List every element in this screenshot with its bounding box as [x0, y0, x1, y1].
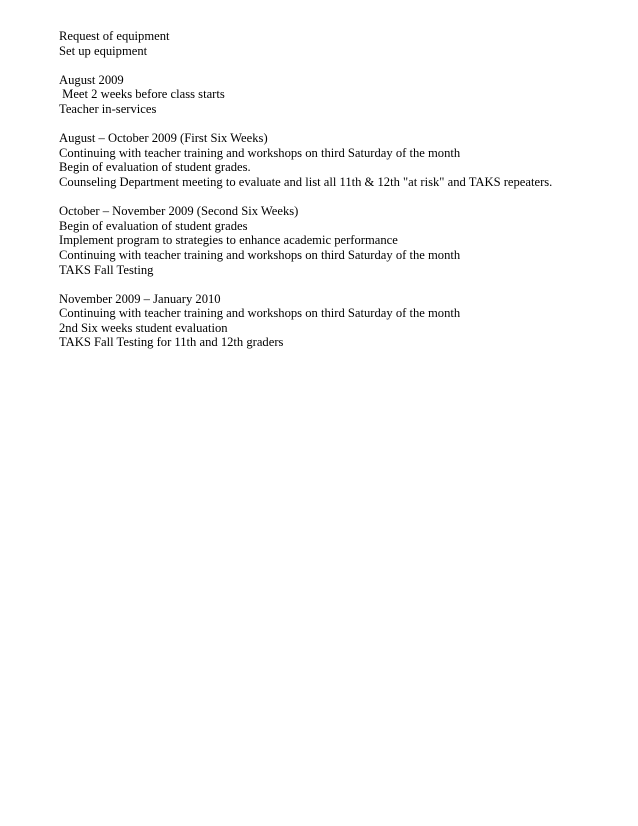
text-line: Counseling Department meeting to evaluate and list all 11th & 12th "at risk" and TAKS repeaters. — [59, 174, 553, 189]
text-line: Request of equipment — [59, 29, 170, 43]
text-line: Implement program to strategies to enhance academic performance — [59, 233, 398, 248]
first-six-weeks-block — [59, 131, 619, 189]
august-2009-block — [59, 73, 619, 117]
text-line: 2nd Six weeks student evaluation — [59, 320, 228, 335]
text-line: Begin of evaluation of student grades — [59, 218, 248, 233]
nov-jan-block — [59, 292, 619, 350]
section-heading: August – October 2009 (First Six Weeks) — [59, 131, 268, 146]
section-heading: August 2009 — [59, 72, 124, 87]
section-heading: November 2009 – January 2010 — [59, 291, 221, 306]
text-line: Continuing with teacher training and workshops on third Saturday of the month — [59, 145, 461, 160]
text-line: Set up equipment — [59, 43, 148, 58]
equipment-block — [59, 29, 619, 58]
text-line: Meet 2 weeks before class starts — [59, 87, 225, 102]
text-line: TAKS Fall Testing — [59, 262, 154, 277]
text-line: Teacher in-services — [59, 101, 157, 116]
text-line: Continuing with teacher training and workshops on third Saturday of the month — [59, 247, 461, 262]
text-line: Continuing with teacher training and workshops on third Saturday of the month — [59, 306, 461, 321]
section-heading: October – November 2009 (Second Six Weeks) — [59, 204, 299, 219]
text-line: Begin of evaluation of student grades. — [59, 160, 251, 175]
document-page — [59, 29, 619, 350]
text-line: TAKS Fall Testing for 11th and 12th graders — [59, 335, 284, 350]
second-six-weeks-block — [59, 204, 619, 277]
